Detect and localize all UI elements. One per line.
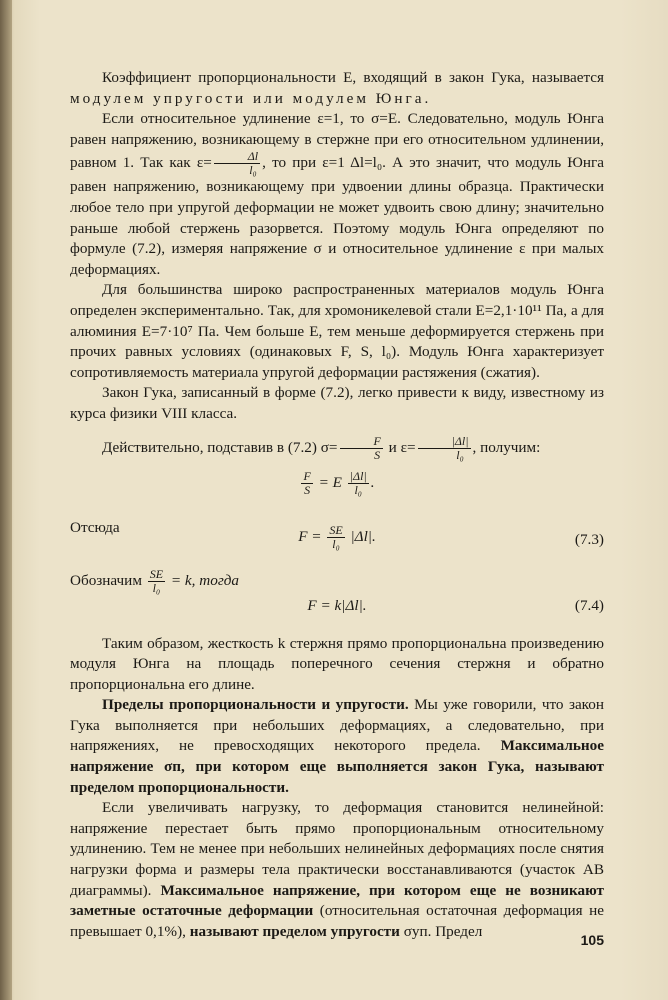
fraction-denominator: S xyxy=(374,447,381,462)
equation-number: (7.4) xyxy=(574,596,604,614)
paragraph-elastic-limit xyxy=(70,798,604,942)
fraction-dl-l0 xyxy=(214,150,260,177)
equation-number: (7.3) xyxy=(574,530,604,548)
equation-text: F = xyxy=(298,527,326,545)
equation-text: = E xyxy=(314,473,346,491)
fraction-numerator: F xyxy=(340,435,383,449)
paragraph-text: Коэффициент пропорциональности E, входящий в закон Гука, называется xyxy=(102,69,604,86)
fraction-numerator: SE xyxy=(149,566,164,581)
paragraph-text: σуп. Предел xyxy=(399,922,483,940)
fraction-denominator: l₀ xyxy=(354,482,362,497)
page-text xyxy=(70,68,604,942)
equation-text: F = k|Δl|. xyxy=(307,596,367,614)
paragraph-text: и ε= xyxy=(384,438,416,456)
paragraph-text: Мы уже говорили, что закон Гука выполняется при небольших деформациях, а следовательно, при напряжениях, не превосходящих некоторого предела. xyxy=(70,696,605,755)
book-spine xyxy=(0,0,12,1000)
fraction-denominator: l₀ xyxy=(152,580,161,595)
page-number: 105 xyxy=(580,932,604,948)
paragraph-text: , то при ε=1 Δl=l₀. А это значит, что модуль Юнга равен напряжению, возникающему при удвоении длины образца. Практически любое тело при упругой деформации не может удвоить свою длину; значительно раньше любой стержень разорвется. Поэтому модуль Юнга определяют по формуле (7.2), измеряя напряжение σ и относительное удлинение ε при малых деформациях. xyxy=(70,154,605,278)
equation-text: . xyxy=(370,473,375,491)
equation-text: |Δl|. xyxy=(346,527,376,545)
fraction-numerator: |Δl| xyxy=(349,468,367,483)
label-otsyuda: Отсюда xyxy=(70,518,120,536)
equation-7-3 xyxy=(70,518,604,568)
definition-text: Максимальное напряжение σп, при котором еще выполняется закон Гука, называют пределом пропорциональности. xyxy=(70,737,604,796)
fraction-numerator: SE xyxy=(329,522,343,537)
paragraph-young-modulus-definition xyxy=(70,68,604,109)
section-heading: Пределы пропорциональности и упругости. xyxy=(102,696,409,714)
paragraph-materials: Для большинства широко распространенных материалов модуль Юнга определен экспериментально. Так, для хромоникелевой стали E=2,1·10¹¹ Па, а для алюминия E=7·10⁷ Па. Чем больше E, тем меньше деформируется стержень при прочих равных условиях (одинаковых F, S, l₀). Модуль Юнга характеризует сопротивляемость материала упругой деформации растяжения (сжатия). xyxy=(70,281,604,381)
paragraph-text: , получим: xyxy=(472,438,541,456)
definition-text: Максимальное напряжение, при котором еще не возникают заметные остаточные деформации xyxy=(70,881,604,920)
fraction-se-l0 xyxy=(327,524,344,551)
definition-text: называют пределом упругости xyxy=(185,922,400,940)
paragraph-substitution xyxy=(70,435,604,462)
equation-stress-strain xyxy=(70,462,604,518)
label-text: Обозначим xyxy=(70,571,142,589)
paragraph-text: Если относительное удлинение ε=1, то σ=E. Следовательно, модуль Юнга равен напряжению, возникающему в стержне при его относительном удлинении, равном 1. Так как ε= xyxy=(70,110,604,172)
fraction-se-l0 xyxy=(148,568,165,595)
fraction-f-s xyxy=(340,435,383,462)
paragraph-limits xyxy=(70,695,604,798)
fraction-numerator: F xyxy=(303,468,311,483)
equation-7-4 xyxy=(70,568,604,620)
paragraph-relative-elongation xyxy=(70,109,604,280)
fraction-abs-dl-l0 xyxy=(348,470,369,497)
paragraph-text: Если увеличивать нагрузку, то деформация становится нелинейной: напряжение перестает быть прямо пропорциональным относительному удлинению. Тем не менее при небольших нелинейных деформациях после снятия нагрузки форма и размеры тела практически восстанавливаются (участок AB диаграммы). xyxy=(70,799,604,899)
fraction-numerator: |Δl| xyxy=(418,435,471,449)
label-oboznachim xyxy=(70,568,239,595)
paragraph-hooke-form: Закон Гука, записанный в форме (7.2), легко привести к виду, известному из курса физики VIII класса. xyxy=(70,384,604,422)
spaced-term: модулем упругости или модулем Юнга. xyxy=(70,89,432,107)
paragraph-stiffness: Таким образом, жесткость k стержня прямо пропорциональна произведению модуля Юнга на площадь поперечного сечения стержня и обратно пропорциональна его длине. xyxy=(70,634,604,693)
fraction-f-s xyxy=(301,470,312,497)
fraction-denominator: l₀ xyxy=(249,163,257,178)
fraction-abs-dl-l0 xyxy=(418,435,471,462)
fraction-numerator: Δl xyxy=(214,150,260,164)
fraction-denominator: l₀ xyxy=(332,536,340,551)
fraction-denominator: l₀ xyxy=(456,447,464,462)
paragraph-text: (относительная остаточная деформация не превышает 0,1%), xyxy=(70,902,604,940)
fraction-denominator: S xyxy=(304,482,311,497)
paragraph-text: Действительно, подставив в (7.2) σ= xyxy=(102,438,338,456)
equation-text: = k, тогда xyxy=(167,571,240,589)
